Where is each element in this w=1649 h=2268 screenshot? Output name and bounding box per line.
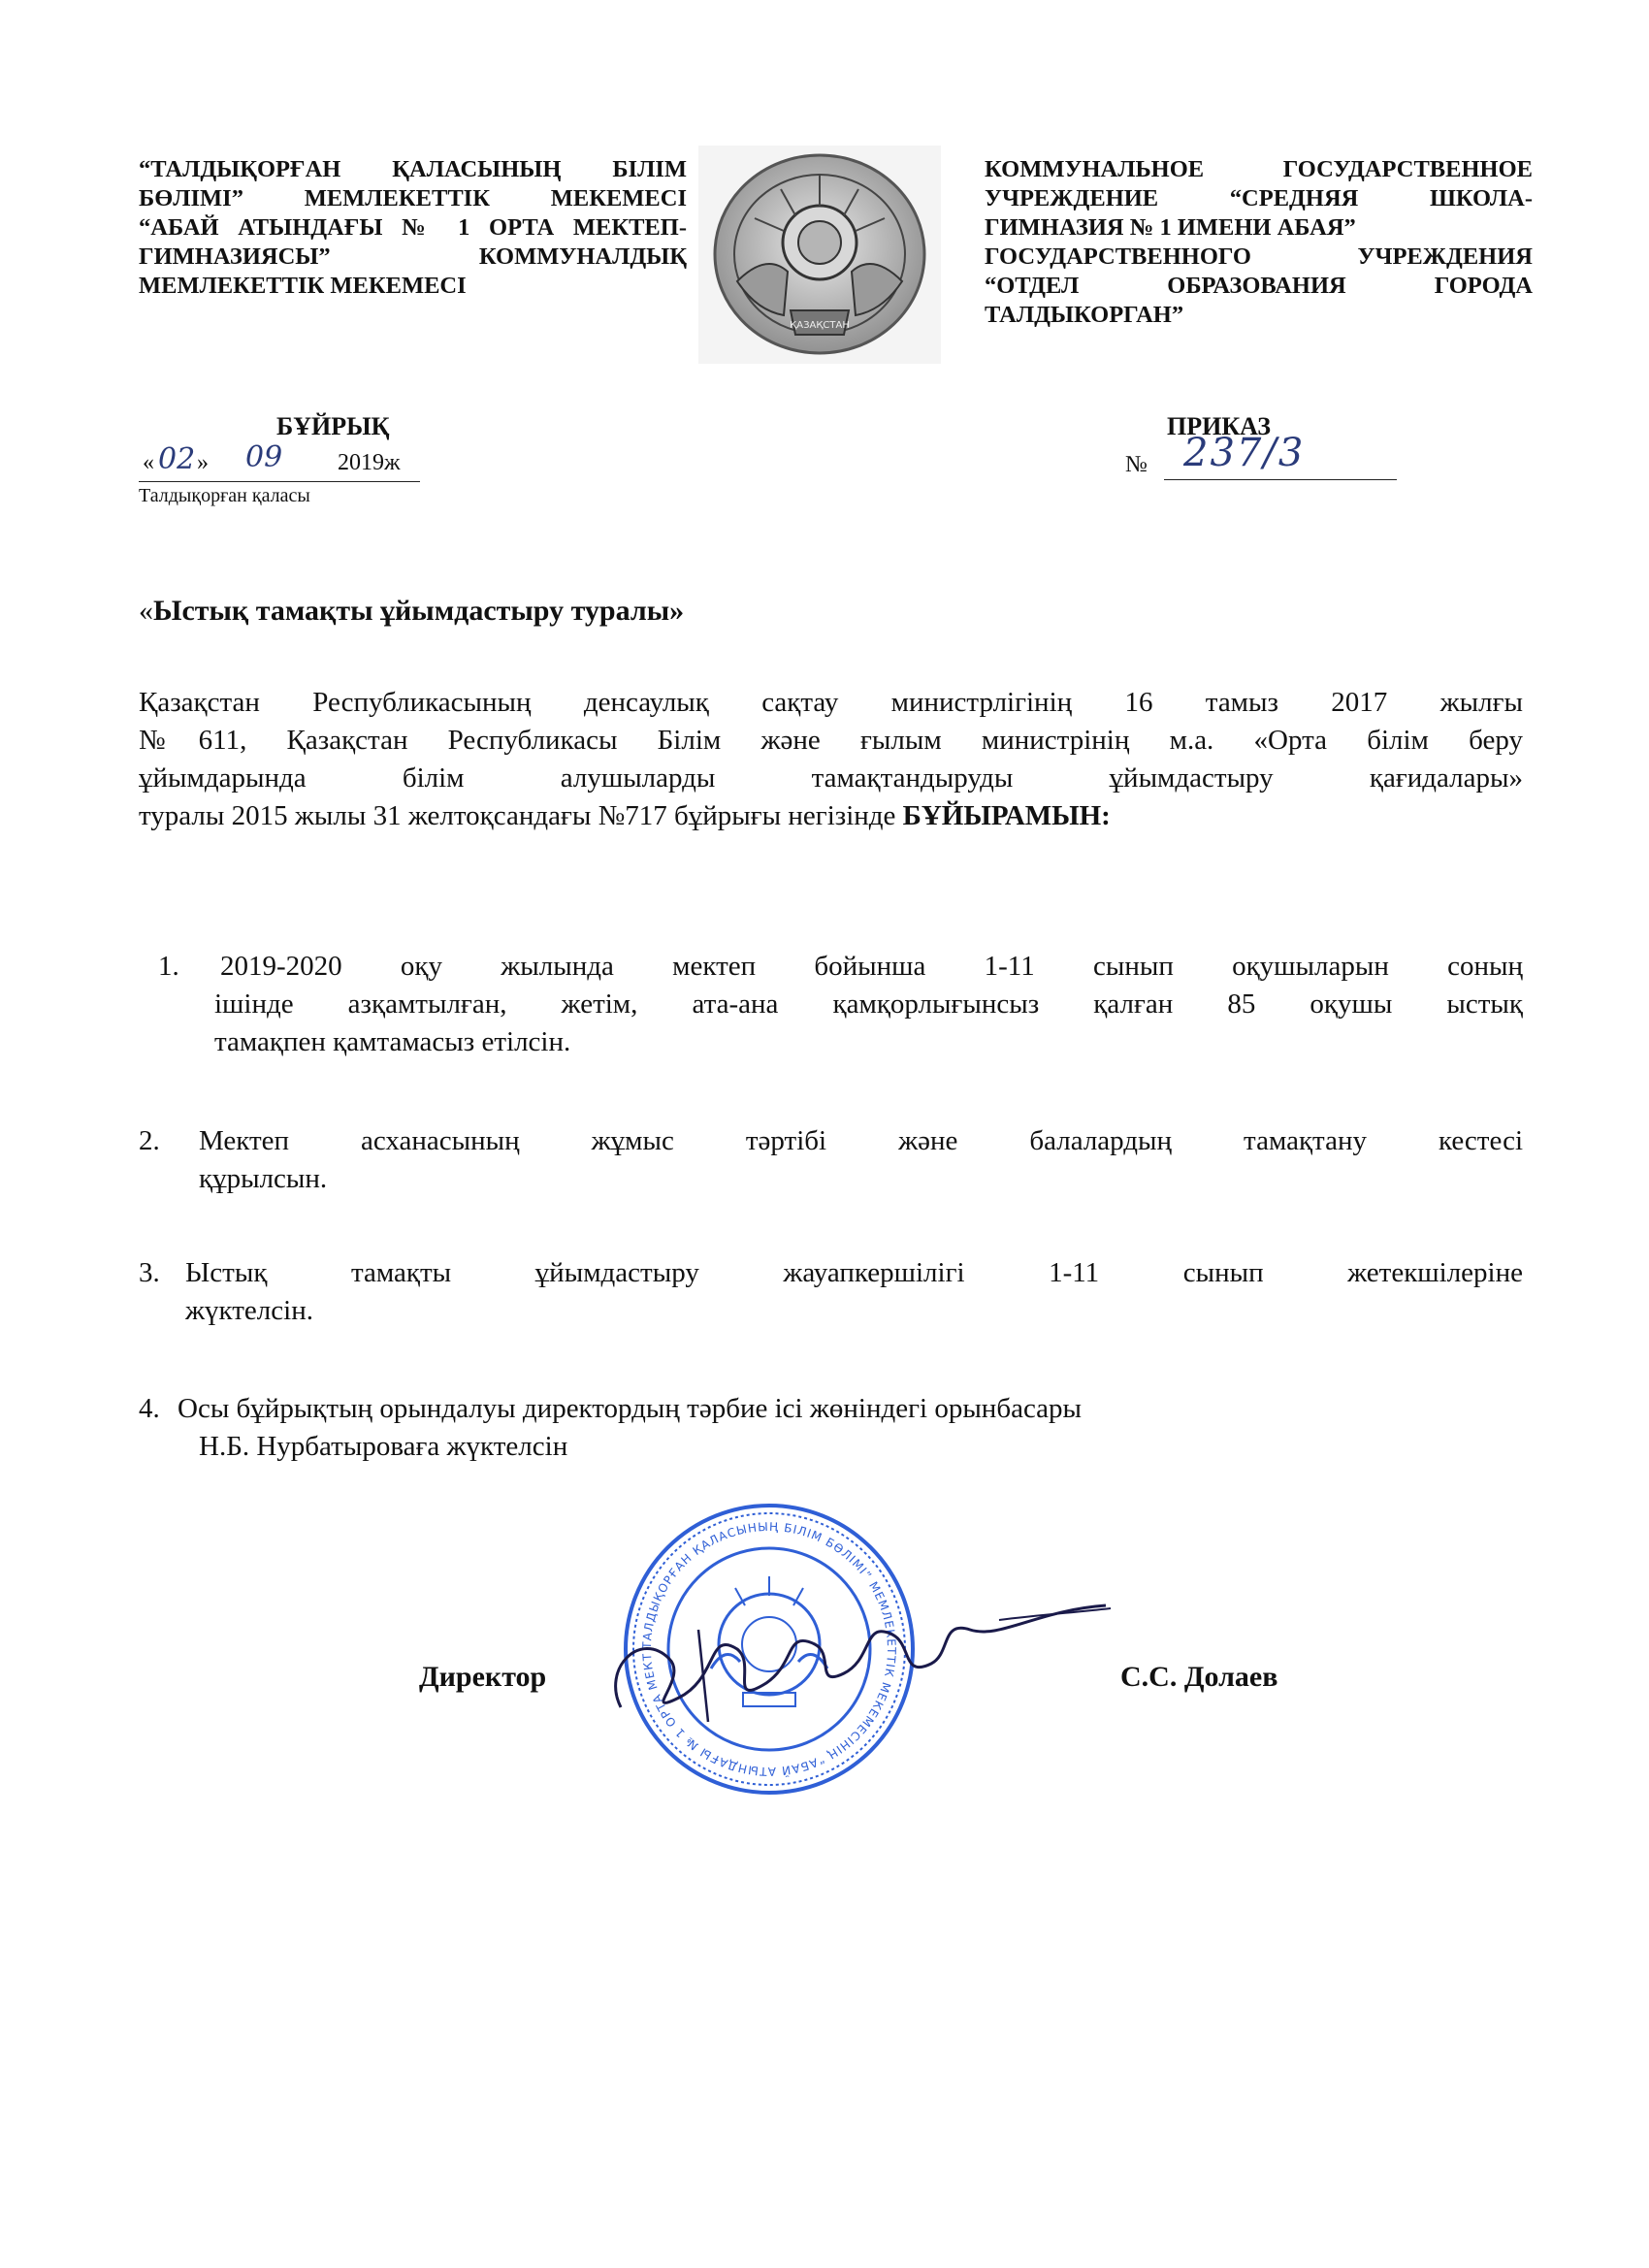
header-kz-line: ГИМНАЗИЯСЫ” КОММУНАЛДЫҚ <box>139 243 687 270</box>
signature-name: С.С. Долаев <box>1120 1661 1278 1693</box>
order-number-value: 237/3 <box>1183 431 1306 475</box>
header-ru-line: КОММУНАЛЬНОЕ ГОСУДАРСТВЕННОЕ <box>985 156 1533 182</box>
order-item-3 <box>139 1254 1523 1332</box>
state-emblem-icon <box>698 146 941 364</box>
item-line: 2019-2020 оқу жылында мектеп бойынша 1-11 сынып оқушыларын соның <box>220 951 1523 982</box>
header-ru-line: ГИМНАЗИЯ № 1 ИМЕНИ АБАЯ” <box>985 214 1356 241</box>
item-line: жүктелсін. <box>185 1295 313 1326</box>
item-line: ішінде азқамтылған, жетім, ата-ана қамқорлығынсыз қалған 85 оқушы ыстық <box>214 988 1523 1020</box>
item-line: тамақпен қамтамасыз етілсін. <box>214 1026 571 1057</box>
stamp-ring-text: ТАЛДЫҚОРҒАН ҚАЛАСЫНЫҢ БІЛІМ БӨЛІМІ” МЕМЛЕКЕТТІК МЕКЕМЕСІНІҢ “АБАЙ АТЫНДАҒЫ № 1 ОРТА МЕКТ <box>639 1519 899 1779</box>
order-item-1 <box>139 948 1523 1064</box>
preamble-line: Қазақстан Республикасының денсаулық сақтау министрлігінің 16 тамыз 2017 жылғы <box>139 687 1523 718</box>
order-city: Талдықорған қаласы <box>139 485 310 506</box>
signature-role: Директор <box>419 1661 547 1693</box>
title-text: Ыстық тамақты ұйымдастыру туралы» <box>153 595 685 627</box>
order-number <box>1125 431 1397 481</box>
header-ru-line: ТАЛДЫКОРГАН” <box>985 302 1184 328</box>
item-line: құрылсын. <box>199 1163 328 1194</box>
order-number-prefix: № <box>1125 452 1148 477</box>
preamble-line: №611, Қазақстан Республикасы Білім және ғылым министрінің м.а. «Орта білім беру <box>139 725 1523 756</box>
item-line: Мектеп асханасының жұмыс тәртібі және балалардың тамақтану кестесі <box>199 1125 1523 1156</box>
order-kz-word: БҰЙРЫҚ <box>276 412 390 440</box>
preamble-line: ұйымдарында білім алушыларды тамақтандыруды ұйымдастыру қағидалары» <box>139 762 1523 794</box>
order-date <box>139 440 420 482</box>
header-kz-line: БӨЛІМІ” МЕМЛЕКЕТТІК МЕКЕМЕСІ <box>139 185 687 211</box>
header-ru-institution <box>985 155 1533 330</box>
preamble-paragraph <box>139 684 1523 835</box>
header-kz-line: “ТАЛДЫҚОРҒАН ҚАЛАСЫНЫҢ БІЛІМ <box>139 156 687 182</box>
director-signature-icon <box>582 1591 1125 1736</box>
title-open-quote: « <box>139 595 153 627</box>
header-kz-line: “АБАЙ АТЫНДАҒЫ № 1 ОРТА МЕКТЕП- <box>139 214 687 241</box>
date-close-quote: » <box>197 450 209 475</box>
item-line: Осы бұйрықтың орындалуы директордың тәрбие ісі жөніндегі орынбасары <box>178 1393 1083 1424</box>
date-day: 02 <box>158 442 196 476</box>
item-number: 2. <box>139 1125 160 1156</box>
date-open-quote: « <box>143 450 154 475</box>
order-item-2 <box>139 1122 1523 1200</box>
order-number-underline <box>1164 479 1397 480</box>
date-month: 09 <box>245 440 283 474</box>
item-number: 4. <box>139 1393 160 1424</box>
item-line: Н.Б. Нурбатыроваға жүктелсін <box>199 1431 568 1462</box>
preamble-command: БҰЙЫРАМЫН: <box>902 800 1111 831</box>
order-item-4 <box>139 1390 1523 1468</box>
header-kz-institution <box>139 155 687 301</box>
order-title <box>139 595 684 628</box>
item-line: Ыстық тамақты ұйымдастыру жауапкершілігі 1-11 сынып жетекшілеріне <box>185 1257 1523 1288</box>
emblem-caption: ҚАЗАҚСТАН <box>790 320 850 331</box>
preamble-last-text: туралы 2015 жылы 31 желтоқсандағы №717 бұйрығы негізінде <box>139 800 896 831</box>
header-kz-line: МЕМЛЕКЕТТІК МЕКЕМЕСІ <box>139 273 467 299</box>
preamble-line-last <box>139 797 1523 835</box>
item-number: 3. <box>139 1257 160 1288</box>
date-year: 2019ж <box>338 450 401 475</box>
order-ru-word: ПРИКАЗ <box>1167 412 1272 440</box>
header-ru-line: “ОТДЕЛ ОБРАЗОВАНИЯ ГОРОДА <box>985 273 1533 299</box>
item-number: 1. <box>158 951 179 982</box>
header-ru-line: ГОСУДАРСТВЕННОГО УЧРЕЖДЕНИЯ <box>985 243 1533 270</box>
header-ru-line: УЧРЕЖДЕНИЕ “СРЕДНЯЯ ШКОЛА- <box>985 185 1533 211</box>
